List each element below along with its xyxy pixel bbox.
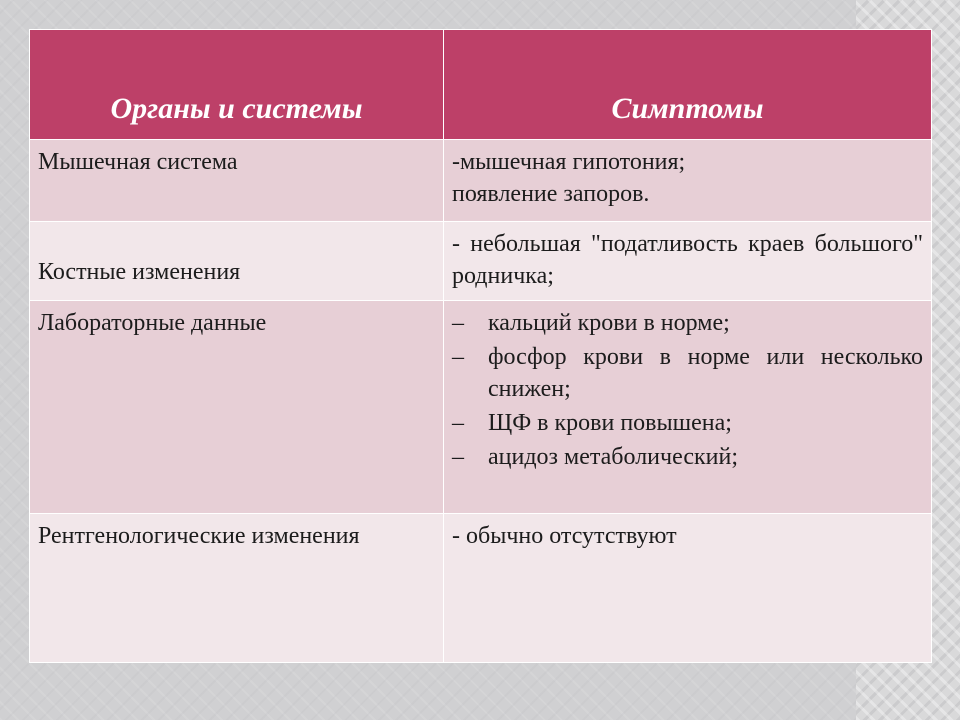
header-organs: Органы и системы: [30, 30, 444, 140]
symptom-cell: [444, 301, 932, 514]
symptom-text: фосфор крови в норме или несколько снижен;: [488, 344, 923, 402]
list-item: [452, 307, 923, 339]
list-item: [452, 341, 923, 405]
dash-bullet: –: [452, 310, 464, 336]
table-row: [30, 301, 932, 514]
symptom-cell: [444, 514, 932, 663]
list-item: [452, 441, 923, 473]
table-row: [30, 140, 932, 222]
dash-bullet: –: [452, 444, 464, 470]
symptom-cell: [444, 140, 932, 222]
symptom-text: ацидоз метаболический;: [488, 444, 739, 470]
symptom-text: появление запоров.: [452, 181, 650, 207]
symptoms-table: [29, 29, 932, 663]
symptom-text: - обычно отсутствуют: [452, 523, 677, 549]
symptom-text: -мышечная гипотония;: [452, 149, 686, 175]
organ-cell: Костные изменения: [30, 222, 444, 301]
symptom-cell: [444, 222, 932, 301]
dash-bullet: –: [452, 410, 464, 436]
organ-cell: Лабораторные данные: [30, 301, 444, 514]
list-item: [452, 407, 923, 439]
lab-symptom-list: [452, 307, 923, 473]
symptom-text: - небольшая "податливость краев большого" родничка;: [452, 231, 923, 289]
table-row: [30, 222, 932, 301]
symptom-text: ЩФ в крови повышена;: [488, 410, 732, 436]
header-symptoms: Симптомы: [444, 30, 932, 140]
symptom-text: кальций крови в норме;: [488, 310, 730, 336]
table-header-row: [30, 30, 932, 140]
organ-cell: Мышечная система: [30, 140, 444, 222]
table-row: [30, 514, 932, 663]
dash-bullet: –: [452, 344, 464, 370]
organ-cell: Рентгенологические изменения: [30, 514, 444, 663]
